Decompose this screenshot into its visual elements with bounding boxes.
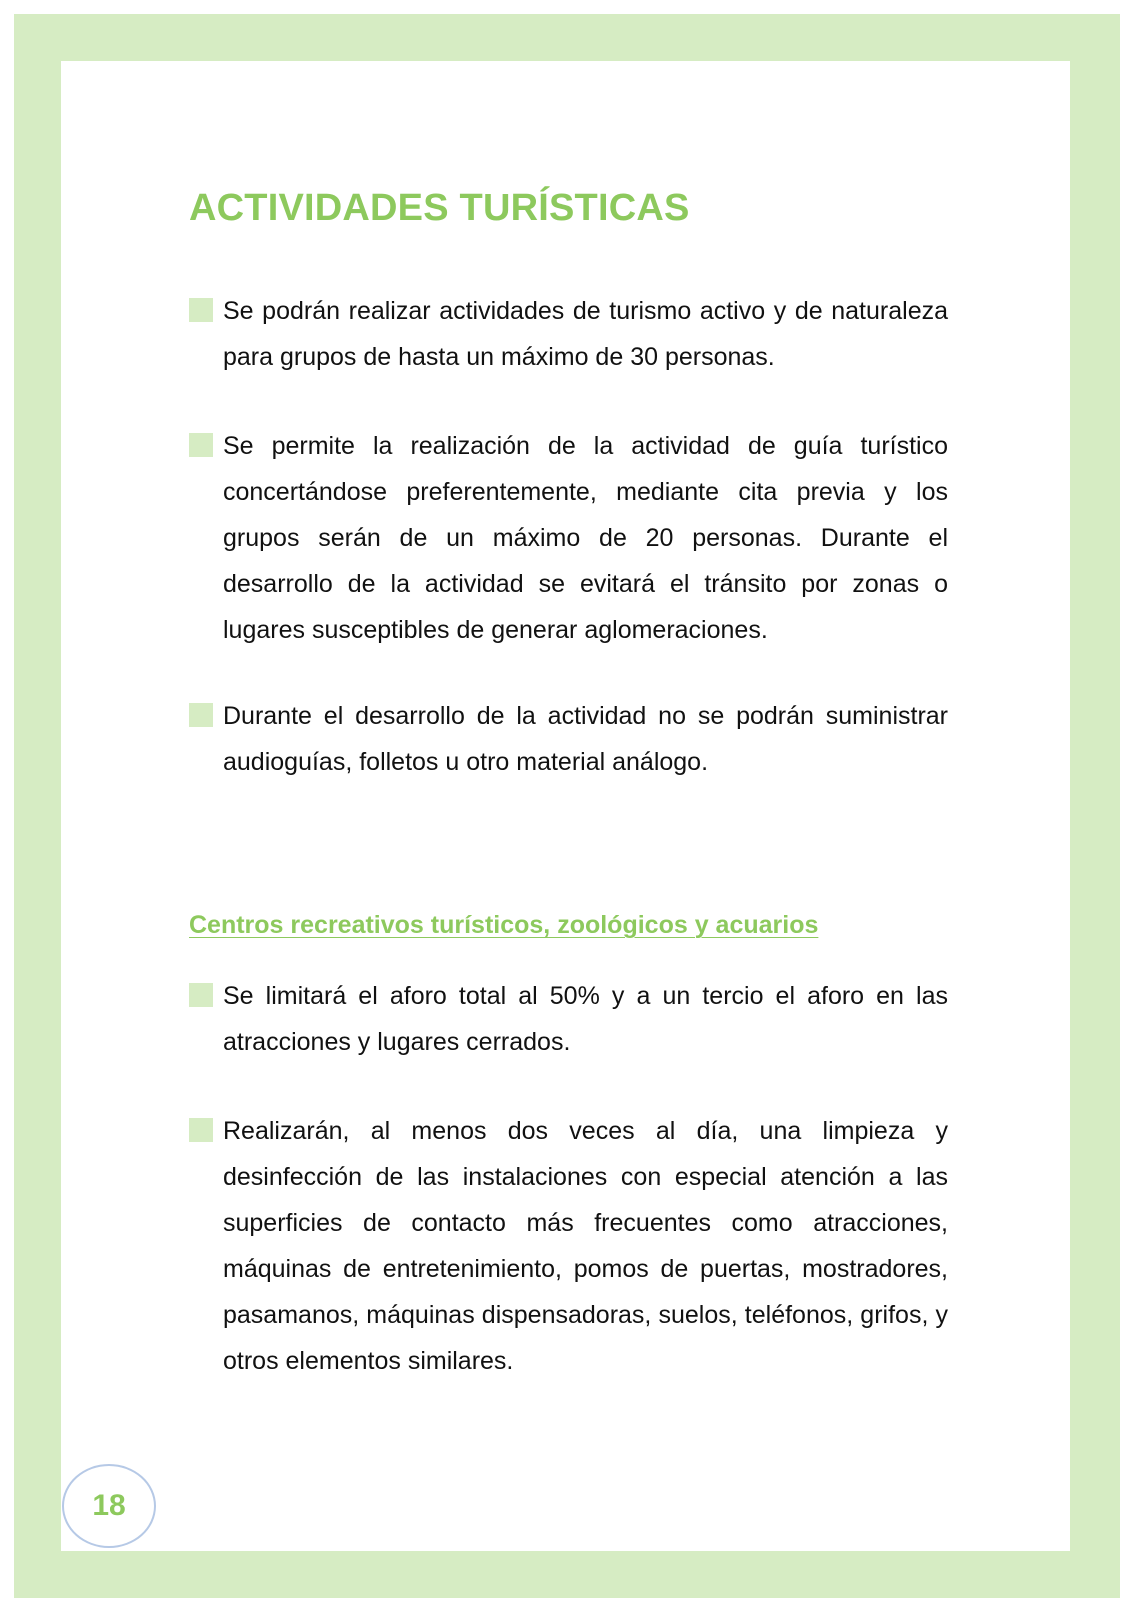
bullet-text: Durante el desarrollo de la actividad no se podrán suministrar audioguías, folletos u otro material análogo. xyxy=(223,702,948,776)
bullet-text: Se podrán realizar actividades de turismo activo y de naturaleza para grupos de hasta un máximo de 30 personas. xyxy=(223,297,948,371)
list-item xyxy=(189,693,948,785)
bullet-square-icon xyxy=(189,983,213,1007)
bullet-square-icon xyxy=(189,1118,213,1142)
section-subtitle: Centros recreativos turísticos, zoológicos y acuarios xyxy=(189,911,819,939)
list-item xyxy=(189,973,948,1065)
bullet-text: Realizarán, al menos dos veces al día, una limpieza y desinfección de las instalaciones con especial atención a las superficies de contacto más frecuentes como atracciones, máquinas de entretenimiento, pomos de puertas, mostradores, pasamanos, máquinas dispensadoras, suelos, teléfonos, grifos, y otros elementos similares. xyxy=(223,1117,948,1375)
bullet-square-icon xyxy=(189,298,213,322)
page-number: 18 xyxy=(92,1489,126,1522)
bullet-text: Se limitará el aforo total al 50% y a un tercio el aforo en las atracciones y lugares cerrados. xyxy=(223,982,948,1056)
bullet-square-icon xyxy=(189,433,213,457)
bullet-square-icon xyxy=(189,703,213,727)
list-item xyxy=(189,1108,948,1384)
list-item xyxy=(189,288,948,380)
bullet-text: Se permite la realización de la actividad de guía turístico concertándose preferentemente, mediante cita previa y los grupos serán de un máximo de 20 personas. Durante el desarrollo de la actividad se evitará el tránsito por zonas o lugares susceptibles de generar aglomeraciones. xyxy=(223,432,948,644)
page-title: ACTIVIDADES TURÍSTICAS xyxy=(189,187,690,229)
page-number-badge xyxy=(62,1464,156,1548)
list-item xyxy=(189,423,948,653)
